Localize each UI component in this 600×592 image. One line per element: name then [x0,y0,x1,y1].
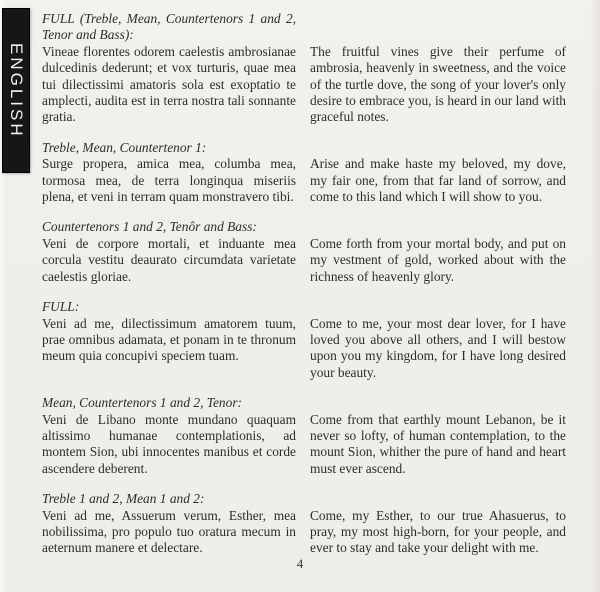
language-tab-label: ENGLISH [7,42,26,139]
english-translation: Come forth from your mortal body, and put on my vestment of gold, worked about with the richness of heavenly glory. [310,235,566,284]
voices-heading: Treble, Mean, Countertenor 1: [42,139,207,155]
latin-text: Veni ad me, dilectissimum amatorem tuum, prae omnibus adamata, et ponam in te thronum meum quia concupivi speciem tuam. [42,315,296,364]
latin-text: Vineae florentes odorem caelestis ambrosianae dulcedinis dederunt; et vox turturis, quae mea tui dilectissimi amatoris sola est exoptatio te amplecti, audita est in terra nostra tali sonnante gratia. [42,43,296,125]
page-number: 4 [296,556,304,571]
latin-text: Veni de corpore mortali, et induante mea corcula vestitu deaurato circumdata varietate caelestis gloriae. [42,235,296,284]
voices-heading: FULL (Treble, Mean, Countertenors 1 and 2, Tenor and Bass): [42,11,296,43]
voices-heading: Mean, Countertenors 1 and 2, Tenor: [42,395,242,411]
voices-heading: Treble 1 and 2, Mean 1 and 2: [42,491,205,507]
lyric-section [42,395,566,477]
lyric-section [42,11,566,126]
english-translation: Come, my Esther, to our true Ahasuerus, to pray, my most high-born, for your people, and ever to stay and take your delight with me. [310,507,566,556]
language-tab [2,8,30,173]
english-translation: The fruitful vines give their perfume of ambrosia, heavenly in sweetness, and the voice of the turtle dove, the song of your lover's only desire to embrace you, is heard in our land with graceful notes. [310,43,566,125]
page-content [42,11,566,571]
latin-text: Surge propera, amica mea, columba mea, tormosa mea, de terra longinqua miseriis plena, et veni in terram quam monstravero tibi. [42,156,296,205]
voices-heading: FULL: [42,299,80,315]
latin-text: Veni ad me, Assuerum verum, Esther, mea nobilissima, pro populo tuo oratura mecum in aeternum manere et delectare. [42,507,296,556]
english-translation: Arise and make haste my beloved, my dove, my fair one, from that far land of sorrow, and come to this land which I will show to you. [310,156,566,205]
lyric-section [42,219,566,285]
english-translation: Come from that earthly mount Lebanon, be it never so lofty, of human contemplation, to the mount Sion, whither the pure of hand and heart must ever ascend. [310,411,566,476]
english-translation: Come to me, your most dear lover, for I have loved you above all others, and I will bestow upon you my kingdom, for I have long desired your beauty. [310,315,566,380]
lyric-section [42,491,566,557]
lyric-section [42,140,566,206]
voices-heading: Countertenors 1 and 2, Tenôr and Bass: [42,219,257,235]
lyric-section [42,299,566,381]
latin-text: Veni de Libano monte mundano quaquam altissimo humanae contemplationis, ad montem Sion, ubi innocentes manibus et corde ascendere deberent. [42,411,296,476]
